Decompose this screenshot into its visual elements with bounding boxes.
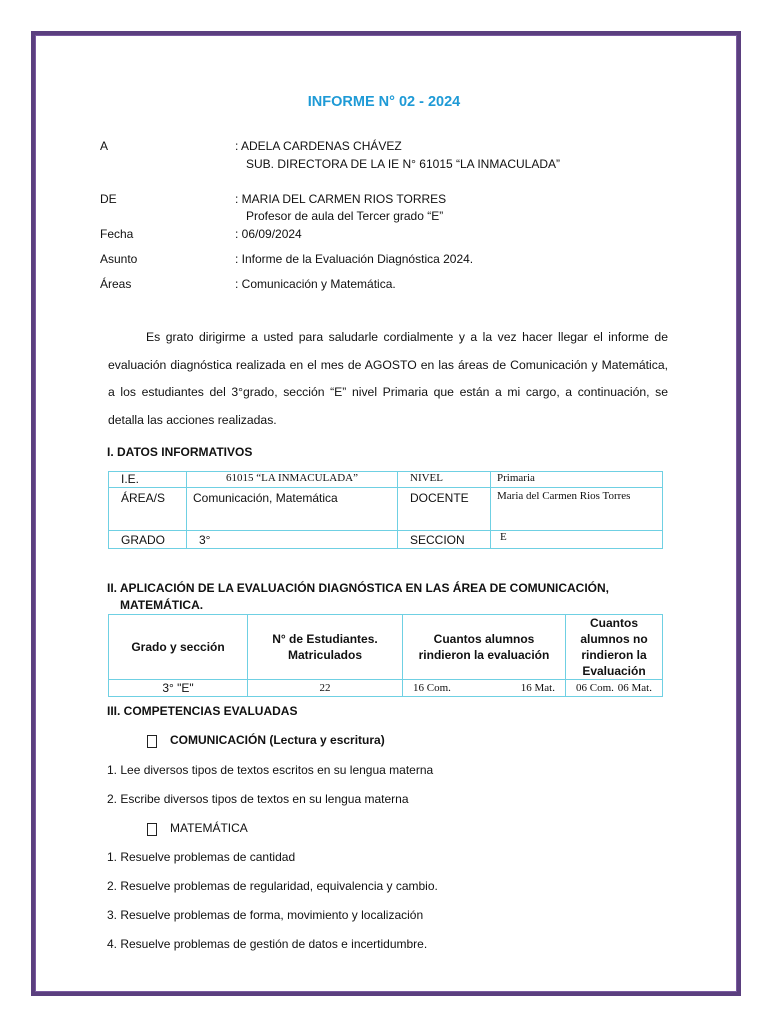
area-value: Comunicación, Matemática bbox=[187, 488, 398, 531]
comunicacion-bullet-icon bbox=[147, 733, 157, 751]
datos-informativos-table bbox=[108, 471, 663, 549]
nivel-value: Primaria bbox=[491, 472, 663, 488]
col-no-rindieron: Cuantos alumnos no rindieron la Evaluación bbox=[566, 615, 663, 680]
seccion-value: E bbox=[491, 531, 663, 549]
matematica-item-1: 1. Resuelve problemas de cantidad bbox=[107, 850, 296, 864]
to-position: SUB. DIRECTORA DE LA IE N° 61015 “LA INMACULADA” bbox=[246, 157, 561, 171]
document-title: INFORME N° 02 - 2024 bbox=[307, 94, 461, 110]
subject-value: : Informe de la Evaluación Diagnóstica 2024. bbox=[235, 252, 474, 266]
rindieron-mat: 16 Mat. bbox=[520, 682, 555, 694]
section-1-heading: I. DATOS INFORMATIVOS bbox=[107, 445, 253, 459]
col-matriculados: N° de Estudiantes. Matriculados bbox=[248, 615, 403, 680]
area-label: ÁREA/S bbox=[109, 488, 187, 531]
col-grado-seccion: Grado y sección bbox=[109, 615, 248, 680]
from-name: : MARIA DEL CARMEN RIOS TORRES bbox=[235, 192, 447, 206]
matematica-bullet-icon bbox=[147, 821, 157, 839]
comunicacion-item-1: 1. Lee diversos tipos de textos escritos en su lengua materna bbox=[107, 763, 434, 777]
date-value: : 06/09/2024 bbox=[235, 227, 302, 241]
areas-value: : Comunicación y Matemática. bbox=[235, 277, 396, 291]
row-grado: 3° "E" bbox=[109, 680, 248, 697]
ie-label: I.E. bbox=[109, 472, 187, 488]
row-no-rindieron bbox=[566, 680, 663, 697]
section-2-heading-line2: MATEMÁTICA. bbox=[120, 598, 204, 612]
ie-value: 61015 “LA INMACULADA” bbox=[187, 472, 398, 488]
intro-paragraph: Es grato dirigirme a usted para saludarle cordialmente y a la vez hacer llegar el informe de evaluación diagnóstica realizada en el mes de AGOSTO en las áreas de Comunicación y Matemática, a los estudiantes del 3°grado, sección “E” nivel Primaria que están a mi cargo, a continuación, se detalla las acciones realizadas. bbox=[108, 330, 668, 427]
nivel-label: NIVEL bbox=[398, 472, 491, 488]
comunicacion-item-2: 2. Escribe diversos tipos de textos en su lengua materna bbox=[107, 792, 409, 806]
matematica-item-2: 2. Resuelve problemas de regularidad, equivalencia y cambio. bbox=[107, 879, 438, 893]
evaluacion-table bbox=[108, 614, 663, 697]
row-rindieron bbox=[403, 680, 566, 697]
matematica-title: MATEMÁTICA bbox=[170, 821, 248, 835]
docente-label: DOCENTE bbox=[398, 488, 491, 531]
row-matriculados: 22 bbox=[248, 680, 403, 697]
col-rindieron: Cuantos alumnos rindieron la evaluación bbox=[403, 615, 566, 680]
to-label: A bbox=[100, 139, 109, 153]
areas-label: Áreas bbox=[100, 277, 132, 291]
section-3-heading: III. COMPETENCIAS EVALUADAS bbox=[107, 704, 298, 718]
comunicacion-title: COMUNICACIÓN (Lectura y escritura) bbox=[170, 733, 385, 747]
grado-label: GRADO bbox=[109, 531, 187, 549]
no-rindieron-mat: 06 Mat. bbox=[617, 682, 652, 694]
no-rindieron-com: 06 Com. bbox=[576, 682, 614, 694]
seccion-label: SECCION bbox=[398, 531, 491, 549]
to-name: : ADELA CARDENAS CHÁVEZ bbox=[235, 139, 402, 153]
subject-label: Asunto bbox=[100, 252, 138, 266]
matematica-item-4: 4. Resuelve problemas de gestión de datos e incertidumbre. bbox=[107, 937, 428, 951]
rindieron-com: 16 Com. bbox=[413, 682, 451, 694]
matematica-item-3: 3. Resuelve problemas de forma, movimiento y localización bbox=[107, 908, 424, 922]
docente-value: Maria del Carmen Rios Torres bbox=[491, 488, 663, 531]
section-2-heading: II. APLICACIÓN DE LA EVALUACIÓN DIAGNÓSTICA EN LAS ÁREA DE COMUNICACIÓN, bbox=[107, 581, 610, 595]
date-label: Fecha bbox=[100, 227, 134, 241]
grado-value: 3° bbox=[187, 531, 398, 549]
from-label: DE bbox=[100, 192, 117, 206]
from-position: Profesor de aula del Tercer grado “E” bbox=[246, 209, 444, 223]
